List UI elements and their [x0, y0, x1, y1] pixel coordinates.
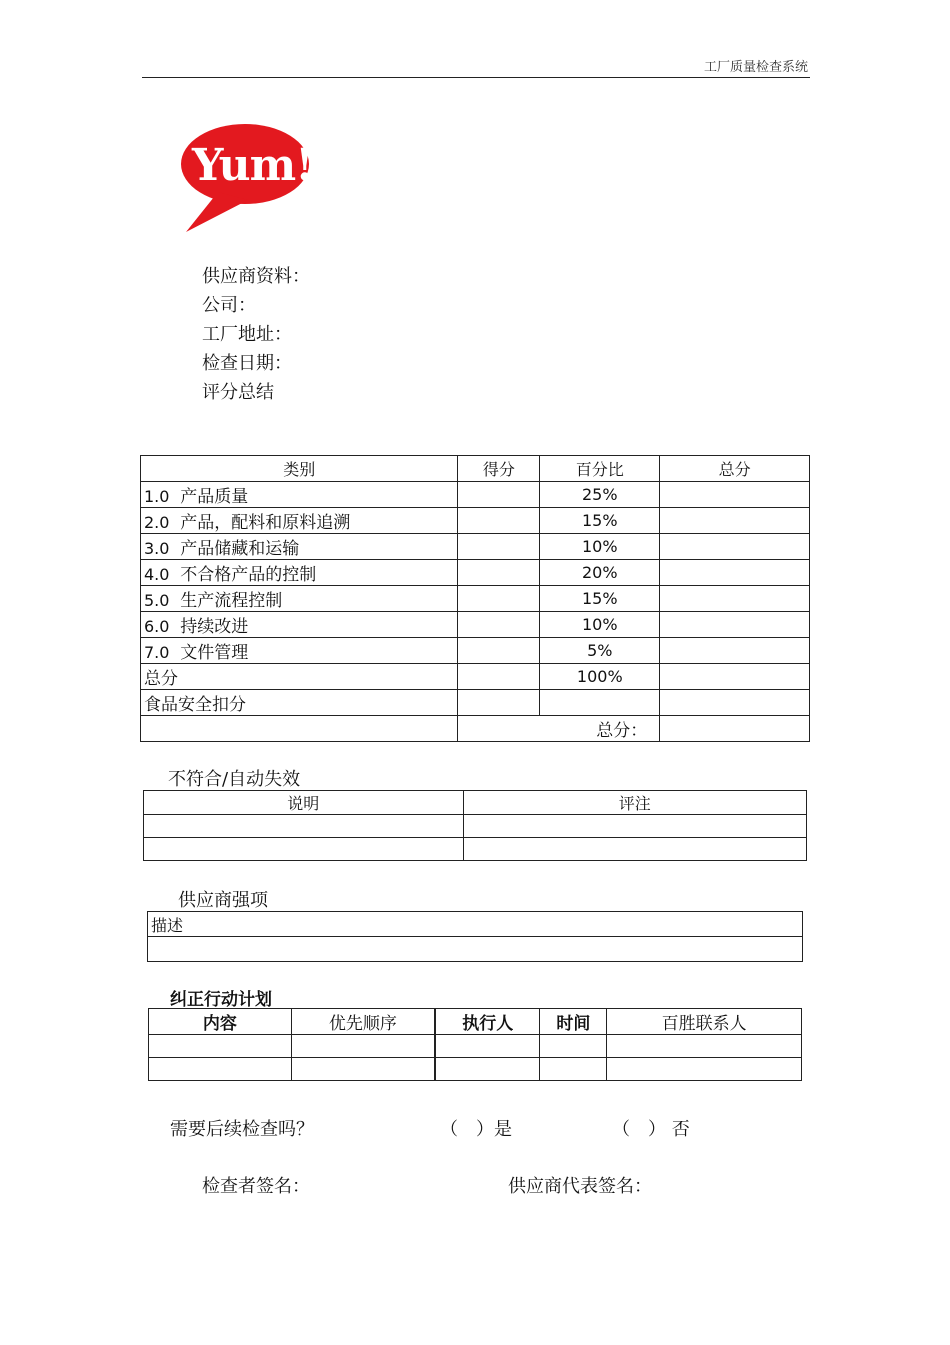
percent-cell: 10%: [540, 534, 660, 560]
comment-cell[interactable]: [463, 815, 806, 838]
empty-cell: [141, 716, 458, 742]
owner-cell[interactable]: [435, 1035, 540, 1058]
supplier-signature-label: 供应商代表签名：: [508, 1176, 652, 1197]
percent-cell[interactable]: [540, 690, 660, 716]
percent-cell: 20%: [540, 560, 660, 586]
inspector-signature-label: 检查者签名：: [202, 1176, 310, 1197]
col-header-percent: 百分比: [540, 456, 660, 482]
priority-cell[interactable]: [291, 1058, 435, 1081]
factory-address-label: 工厂地址：: [202, 324, 292, 345]
logo-text: Yum!: [192, 140, 314, 191]
table-row: [141, 482, 810, 508]
contact-cell[interactable]: [607, 1035, 802, 1058]
strengths-table: [147, 911, 803, 962]
category-cell: [141, 612, 458, 638]
score-cell[interactable]: [458, 508, 540, 534]
table-row: [141, 560, 810, 586]
table-row: [144, 838, 807, 861]
category-code: 3.0: [144, 539, 170, 558]
header-title: 工厂质量检查系统: [703, 60, 808, 75]
table-row: [141, 638, 810, 664]
category-code: 2.0: [144, 513, 170, 532]
time-cell[interactable]: [540, 1058, 607, 1081]
deduction-row: [141, 690, 810, 716]
supplier-info-heading: 供应商资料：: [202, 266, 310, 287]
corrective-action-table: [148, 1008, 802, 1081]
final-total-label: 总分：: [458, 716, 660, 742]
score-summary-table: [140, 455, 810, 742]
supplier-info: [202, 262, 310, 407]
category-name: 生产流程控制: [180, 591, 283, 611]
category-cell: [141, 638, 458, 664]
yum-logo: [178, 122, 312, 234]
followup-yes-option[interactable]: （ ）是: [440, 1119, 512, 1140]
score-cell[interactable]: [458, 482, 540, 508]
percent-cell: 10%: [540, 612, 660, 638]
table-header-row: [141, 456, 810, 482]
category-name: 持续改进: [180, 617, 249, 637]
describe-cell[interactable]: [148, 937, 803, 962]
time-cell[interactable]: [540, 1035, 607, 1058]
category-name: 产品，配料和原料追溯: [180, 513, 351, 533]
percent-cell: 5%: [540, 638, 660, 664]
total-cell[interactable]: [660, 560, 810, 586]
col-header-time: 时间: [540, 1009, 607, 1035]
table-row: [149, 1058, 802, 1081]
description-cell[interactable]: [144, 815, 464, 838]
content-cell[interactable]: [149, 1035, 292, 1058]
priority-cell[interactable]: [291, 1035, 435, 1058]
category-code: 5.0: [144, 591, 170, 610]
owner-cell[interactable]: [435, 1058, 540, 1081]
score-cell[interactable]: [458, 586, 540, 612]
score-cell[interactable]: [458, 664, 540, 690]
company-label: 公司：: [202, 295, 256, 316]
strengths-title: 供应商强项: [178, 890, 268, 911]
content-cell[interactable]: [149, 1058, 292, 1081]
total-label: 总分: [141, 664, 458, 690]
score-cell[interactable]: [458, 612, 540, 638]
category-cell: [141, 482, 458, 508]
col-header-content: 内容: [149, 1009, 292, 1035]
col-header-priority: 优先顺序: [291, 1009, 435, 1035]
category-name: 文件管理: [180, 643, 249, 663]
deduction-label: 食品安全扣分: [141, 690, 458, 716]
category-cell: [141, 586, 458, 612]
total-cell[interactable]: [660, 664, 810, 690]
score-summary-label: 评分总结: [202, 382, 274, 403]
category-name: 不合格产品的控制: [180, 565, 317, 585]
total-percent: 100%: [540, 664, 660, 690]
category-code: 1.0: [144, 487, 170, 506]
score-cell[interactable]: [458, 534, 540, 560]
total-row: [141, 664, 810, 690]
table-row: [141, 612, 810, 638]
percent-cell: 25%: [540, 482, 660, 508]
category-name: 产品储藏和运输: [180, 539, 300, 559]
nonconformance-title: 不符合/自动失效: [168, 769, 301, 790]
col-header-description: 说明: [144, 791, 464, 815]
score-cell[interactable]: [458, 690, 540, 716]
table-row: [141, 586, 810, 612]
contact-cell[interactable]: [607, 1058, 802, 1081]
comment-cell[interactable]: [463, 838, 806, 861]
followup-no-option[interactable]: （ ） 否: [612, 1119, 690, 1140]
final-total-row: [141, 716, 810, 742]
total-cell[interactable]: [660, 612, 810, 638]
table-row: [144, 815, 807, 838]
col-header-describe: 描述: [148, 912, 803, 937]
total-cell[interactable]: [660, 508, 810, 534]
col-header-owner: 执行人: [435, 1009, 540, 1035]
category-cell: [141, 560, 458, 586]
followup-question: 需要后续检查吗？: [170, 1119, 314, 1140]
table-row: [148, 937, 803, 962]
table-header-row: [149, 1009, 802, 1035]
corrective-action-title: 纠正行动计划: [170, 990, 272, 1010]
score-cell[interactable]: [458, 560, 540, 586]
category-code: 7.0: [144, 643, 170, 662]
total-cell[interactable]: [660, 534, 810, 560]
total-cell[interactable]: [660, 690, 810, 716]
col-header-comment: 评注: [463, 791, 806, 815]
header-divider: [142, 77, 810, 78]
nonconformance-table: [143, 790, 807, 861]
col-header-category: 类别: [141, 456, 458, 482]
final-total-value[interactable]: [660, 716, 810, 742]
category-cell: [141, 534, 458, 560]
score-cell[interactable]: [458, 638, 540, 664]
description-cell[interactable]: [144, 838, 464, 861]
table-row: [149, 1035, 802, 1058]
table-header-row: [144, 791, 807, 815]
percent-cell: 15%: [540, 508, 660, 534]
col-header-yum-contact: 百胜联系人: [607, 1009, 802, 1035]
percent-cell: 15%: [540, 586, 660, 612]
total-cell[interactable]: [660, 586, 810, 612]
table-header-row: [148, 912, 803, 937]
category-name: 产品质量: [180, 487, 249, 507]
table-row: [141, 508, 810, 534]
category-code: 6.0: [144, 617, 170, 636]
total-cell[interactable]: [660, 638, 810, 664]
category-cell: [141, 508, 458, 534]
category-code: 4.0: [144, 565, 170, 584]
col-header-score: 得分: [458, 456, 540, 482]
total-cell[interactable]: [660, 482, 810, 508]
table-row: [141, 534, 810, 560]
inspection-date-label: 检查日期：: [202, 353, 292, 374]
col-header-total: 总分: [660, 456, 810, 482]
